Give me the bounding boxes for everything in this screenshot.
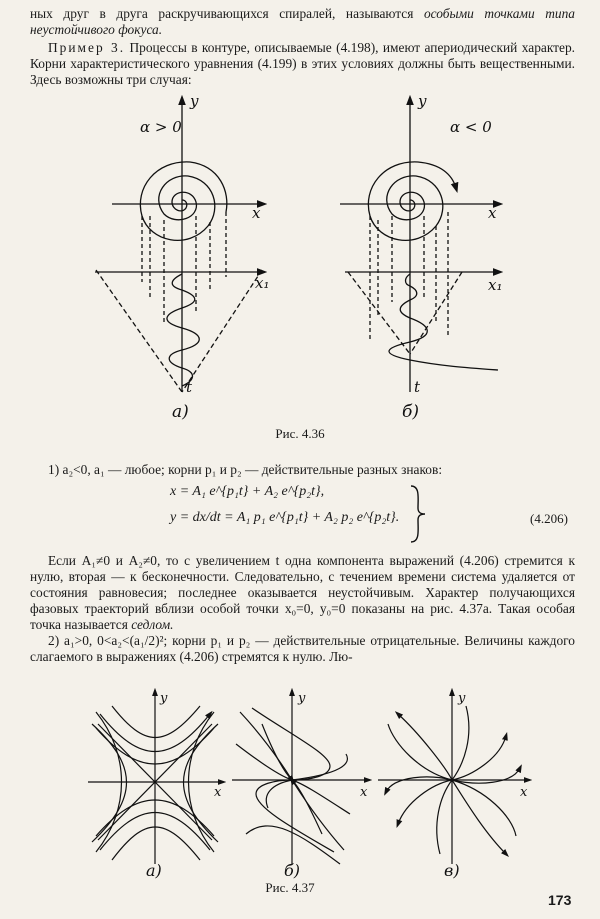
fig437c-node xyxy=(378,692,528,864)
fig436a-cone-left xyxy=(96,270,182,392)
term-unstable-focus: типа неустойчивого фокуса. xyxy=(30,6,575,37)
fig436-left xyxy=(95,100,262,392)
figure-4-36-caption: Рис. 4.36 xyxy=(275,426,325,441)
fig436a-x-label: x xyxy=(252,204,261,222)
page-number: 173 xyxy=(548,892,572,908)
fig437a-saddle xyxy=(88,692,222,864)
saddle-text: Если A₁≠0 и A₂≠0, то с увеличением t одна компонента выражений (4.206) стремится к нулю, вторая — к бесконечности. Следовательно, с течением времени система удаляется от состояния равновесия; последнее оказывается неустойчивым. Характер получающихся фазовых траекторий вблизи особой точки x₀=0, y₀=0 показаны на рис. 4.37а. Такая особая точка называется xyxy=(30,553,575,632)
fig437b-node xyxy=(232,692,368,864)
paragraph-saddle xyxy=(30,553,575,633)
term-saddle: седлом. xyxy=(131,617,174,632)
fig436b-y-label: y xyxy=(418,92,427,110)
equation-number: (4.206) xyxy=(530,511,568,526)
fig437b-sublabel: б) xyxy=(284,861,301,880)
fig437b-y-label: y xyxy=(298,691,306,706)
fig436b-alpha-label: α < 0 xyxy=(450,118,492,136)
fig437c-x-label: x xyxy=(520,785,528,800)
case2-text: 2) a₁>0, 0<a₂<(a₁/2)²; корни p₁ и p₂ — действительные отрицательные. Величины каждого слагаемого в выражениях (4.206) стремятся к нулю. Лю- xyxy=(30,633,575,664)
fig437a-sublabel: а) xyxy=(146,861,162,880)
paragraph-example3 xyxy=(30,40,575,88)
fig436b-sublabel: б) xyxy=(402,402,420,422)
fig436a-sublabel: а) xyxy=(172,402,189,422)
text-line0: ных друг в друга раскручивающихся спиралей, называются xyxy=(30,6,424,21)
fig436b-cone-left xyxy=(348,272,410,354)
example-text: Процессы в контуре, описываемые (4.198), имеют апериодический характер. Корни характеристического уравнения (4.199) в этих условиях должны быть вещественными. Здесь возможны три случая: xyxy=(30,40,575,87)
fig436-right xyxy=(340,100,498,392)
fig437b-x-label: x xyxy=(360,785,368,800)
fig436a-y-label: y xyxy=(190,92,199,110)
fig436a-spiral xyxy=(140,162,226,240)
fig436b-spiral xyxy=(368,162,456,240)
term-special-points: особыми точками xyxy=(423,6,535,21)
fig436a-time-wave xyxy=(167,274,199,386)
fig436a-t-label: t xyxy=(186,378,193,396)
equation-4-206 xyxy=(170,484,399,526)
fig436a-alpha-label: α > 0 xyxy=(140,118,182,136)
figure-4-37 xyxy=(0,684,600,884)
case1-text: 1) a₂<0, a₁ — любое; корни p₁ и p₂ — действительные разных знаков: xyxy=(48,462,443,477)
fig437a-y-label: y xyxy=(160,691,168,706)
equation-line1: x = A₁ e^{p₁t} + A₂ e^{p₂t}, xyxy=(170,484,325,499)
fig436a-cone-right xyxy=(182,270,262,392)
fig437c-sublabel: в) xyxy=(444,861,460,880)
equation-brace xyxy=(408,484,428,544)
fig437c-y-label: y xyxy=(458,691,466,706)
paragraph-top xyxy=(30,6,575,38)
fig436a-x1-label: x₁ xyxy=(255,274,270,292)
fig436b-x1-label: x₁ xyxy=(488,276,503,294)
fig436b-t-label: t xyxy=(414,378,421,396)
fig436b-x-label: x xyxy=(488,204,497,222)
example-label: Пример 3. xyxy=(48,40,126,55)
fig436b-time-wave xyxy=(389,274,498,370)
figure-4-37-caption: Рис. 4.37 xyxy=(265,880,315,895)
fig437a-x-label: x xyxy=(214,785,222,800)
figure-4-36 xyxy=(0,92,600,422)
equation-line2: y = dx/dt = A₁ p₁ e^{p₁t} + A₂ p₂ e^{p₂t}. xyxy=(170,510,400,525)
